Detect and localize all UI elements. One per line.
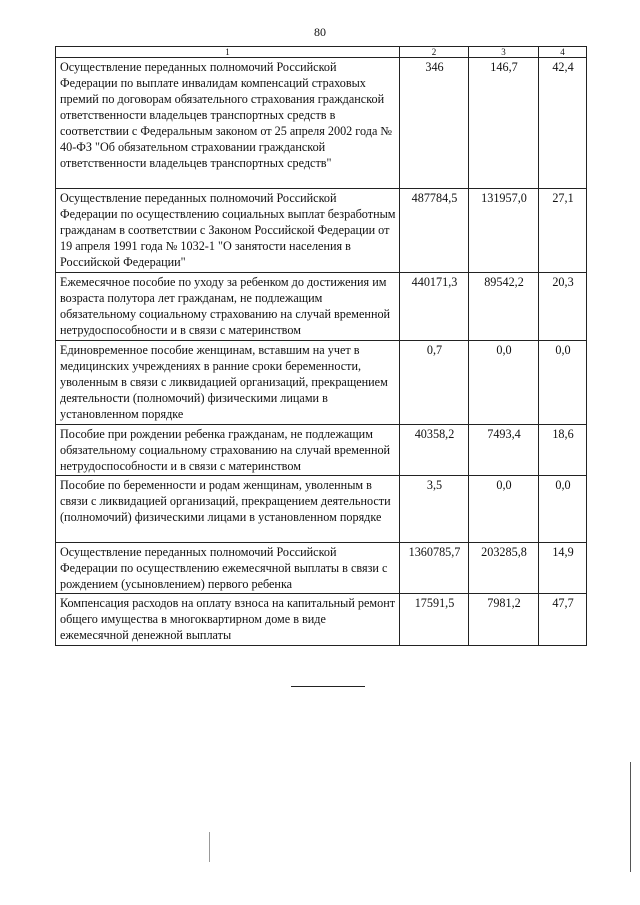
row-value-col4: 27,1 bbox=[539, 189, 587, 273]
row-value-col3: 0,0 bbox=[469, 476, 539, 543]
row-description: Пособие по беременности и родам женщинам, уволенным в связи с ликвидацией организаций, прекращением деятельности (полномочий) физическими лицами в установленном порядке bbox=[56, 476, 400, 543]
row-value-col2: 40358,2 bbox=[400, 425, 469, 476]
row-value-col2: 440171,3 bbox=[400, 273, 469, 341]
scan-edge-mark bbox=[209, 832, 210, 862]
column-header-4: 4 bbox=[539, 47, 587, 58]
table-row bbox=[56, 476, 587, 543]
row-value-col3: 7493,4 bbox=[469, 425, 539, 476]
row-value-col4: 0,0 bbox=[539, 341, 587, 425]
header-row bbox=[56, 47, 587, 58]
row-description: Компенсация расходов на оплату взноса на капитальный ремонт общего имущества в многоквартирном доме в виде ежемесячной денежной выплаты bbox=[56, 594, 400, 646]
row-value-col3: 203285,8 bbox=[469, 543, 539, 594]
table-row bbox=[56, 594, 587, 646]
row-value-col4: 0,0 bbox=[539, 476, 587, 543]
table-row bbox=[56, 189, 587, 273]
column-header-1: 1 bbox=[56, 47, 400, 58]
row-description: Пособие при рождении ребенка гражданам, не подлежащим обязательному социальному страхованию на случай временной нетрудоспособности и в связи с материнством bbox=[56, 425, 400, 476]
row-value-col2: 0,7 bbox=[400, 341, 469, 425]
row-description: Осуществление переданных полномочий Российской Федерации по осуществлению социальных выплат безработным гражданам в соответствии с Законом Российской Федерации от 19 апреля 1991 года № 1032-1 "О занятости населения в Российской Федерации" bbox=[56, 189, 400, 273]
table-row bbox=[56, 425, 587, 476]
row-value-col4: 20,3 bbox=[539, 273, 587, 341]
row-value-col3: 89542,2 bbox=[469, 273, 539, 341]
page-number: 80 bbox=[314, 25, 326, 39]
end-of-table-rule bbox=[291, 686, 365, 687]
table-body bbox=[56, 58, 587, 646]
table-header bbox=[56, 47, 587, 58]
row-description: Осуществление переданных полномочий Российской Федерации по осуществлению ежемесячной выплаты в связи с рождением (усыновлением) первого ребенка bbox=[56, 543, 400, 594]
row-value-col2: 3,5 bbox=[400, 476, 469, 543]
column-header-2: 2 bbox=[400, 47, 469, 58]
row-value-col2: 17591,5 bbox=[400, 594, 469, 646]
row-value-col3: 0,0 bbox=[469, 341, 539, 425]
row-value-col3: 131957,0 bbox=[469, 189, 539, 273]
row-description: Ежемесячное пособие по уходу за ребенком до достижения им возраста полутора лет гражданам, не подлежащим обязательному социальному страхованию на случай временной нетрудоспособности и в связи с материнством bbox=[56, 273, 400, 341]
row-value-col3: 7981,2 bbox=[469, 594, 539, 646]
table-row bbox=[56, 543, 587, 594]
budget-table bbox=[55, 46, 587, 646]
table-row bbox=[56, 341, 587, 425]
table-row bbox=[56, 273, 587, 341]
row-value-col2: 487784,5 bbox=[400, 189, 469, 273]
column-header-3: 3 bbox=[469, 47, 539, 58]
row-description: Осуществление переданных полномочий Российской Федерации по выплате инвалидам компенсаций страховых премий по договорам обязательного страхования гражданской ответственности владельцев транспортных средств в соответствии с Федеральным законом от 25 апреля 2002 года № 40-ФЗ "Об обязательном страховании гражданской ответственности владельцев транспортных средств" bbox=[56, 58, 400, 189]
row-value-col2: 1360785,7 bbox=[400, 543, 469, 594]
row-description: Единовременное пособие женщинам, вставшим на учет в медицинских учреждениях в ранние сроки беременности, уволенным в связи с ликвидацией организаций, прекращением деятельности (полномочий) физическими лицами в установленном порядке bbox=[56, 341, 400, 425]
row-value-col4: 14,9 bbox=[539, 543, 587, 594]
row-value-col3: 146,7 bbox=[469, 58, 539, 189]
row-value-col4: 47,7 bbox=[539, 594, 587, 646]
scan-edge-mark bbox=[630, 762, 631, 872]
row-value-col4: 42,4 bbox=[539, 58, 587, 189]
row-value-col2: 346 bbox=[400, 58, 469, 189]
row-value-col4: 18,6 bbox=[539, 425, 587, 476]
table-row bbox=[56, 58, 587, 189]
